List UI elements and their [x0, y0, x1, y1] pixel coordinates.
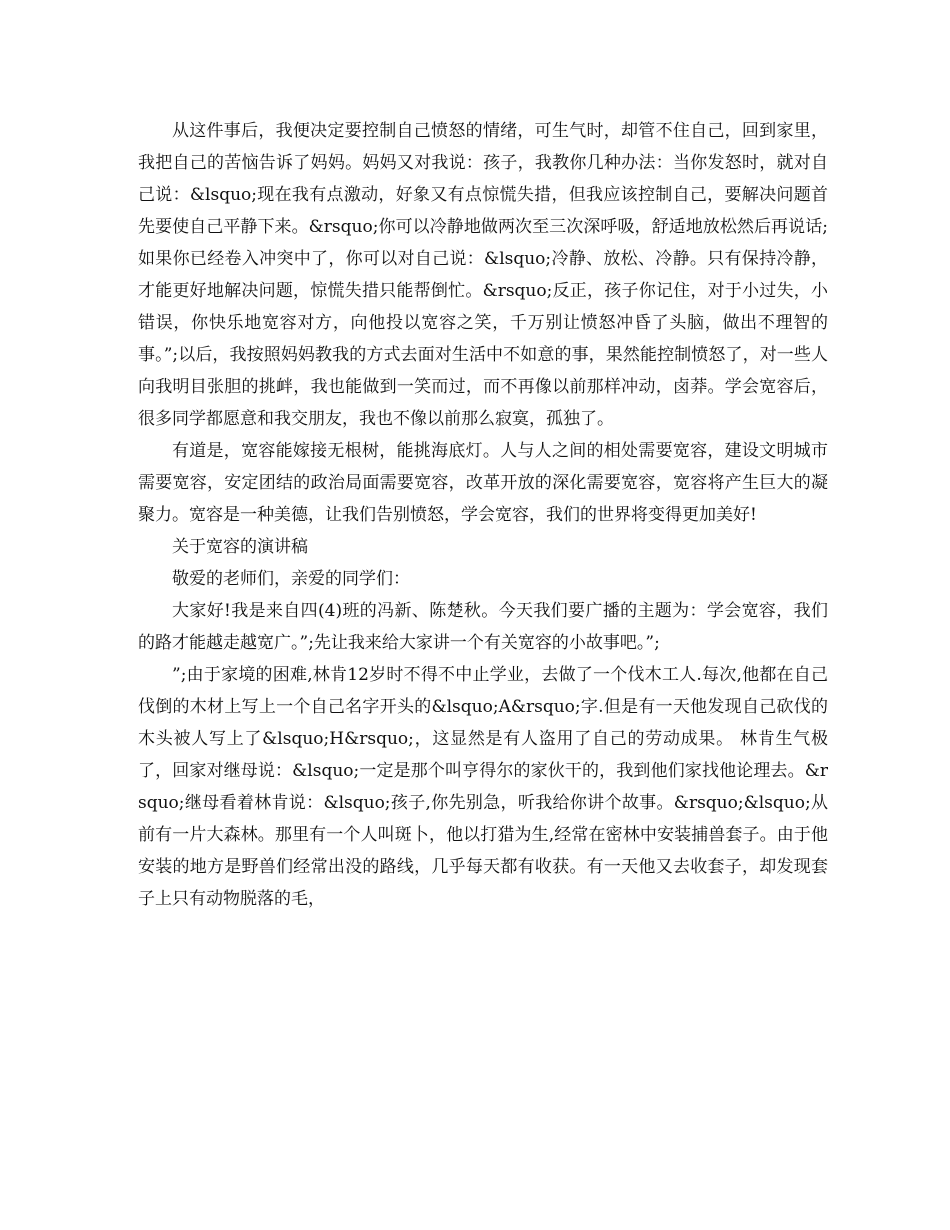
speech-salutation: 敬爱的老师们，亲爱的同学们：	[172, 569, 410, 589]
paragraph-self-control: 从这件事后，我便决定要控制自己愤怒的情绪，可生气时，却管不住自己，回到家里，我把自己的苦恼告诉了妈妈。妈妈又对我说：孩子，我教你几种办法：当你发怒时，就对自己说：&lsquo;现在我有点激动，好象又有点惊慌失措，但我应该控制自己，要解决问题首先要使自己平静下来。&rsquo;你可以冷静地做两次至三次深呼吸，舒适地放松然后再说话;如果你已经卷入冲突中了，你可以对自己说：&lsquo;冷静、放松、冷静。只有保持冷静，才能更好地解决问题，惊慌失措只能帮倒忙。&rsquo;反正，孩子你记住，对于小过失，小错误，你快乐地宽容对方，向他投以宽容之笑，千万别让愤怒冲昏了头脑，做出不理智的事。”;以后，我按照妈妈教我的方式去面对生活中不如意的事，果然能控制愤怒了，对一些人向我明目张胆的挑衅，我也能做到一笑而过，而不再像以前那样冲动，卤莽。学会宽容后，很多同学都愿意和我交朋友，我也不像以前那么寂寞，孤独了。	[138, 121, 828, 429]
paragraph-tolerance-virtue: 有道是，宽容能嫁接无根树，能挑海底灯。人与人之间的相处需要宽容，建设文明城市需要宽容，安定团结的政治局面需要宽容，改革开放的深化需要宽容，宽容将产生巨大的凝聚力。宽容是一种美德，让我们告别愤怒，学会宽容，我们的世界将变得更加美好!	[138, 441, 828, 525]
document-body	[138, 115, 828, 915]
speech-title: 关于宽容的演讲稿	[172, 537, 308, 557]
paragraph-speech-intro: 大家好!我是来自四(4)班的冯新、陈楚秋。今天我们要广播的主题为：学会宽容，我们的路才能越走越宽广。”;先让我来给大家讲一个有关宽容的小故事吧。”;	[138, 601, 828, 653]
paragraph-lincoln-story: ”;由于家境的困难,林肯12岁时不得不中止学业，去做了一个伐木工人.每次,他都在自己伐倒的木材上写上一个自己名字开头的&lsquo;A&rsquo;字.但是有一天他发现自己砍伐的木头被人写上了&lsquo;H&rsquo;，这显然是有人盗用了自己的劳动成果。 林肯生气极了，回家对继母说：&lsquo;一定是那个叫亨得尔的家伙干的，我到他们家找他论理去。&rsquo;继母看着林肯说：&lsquo;孩子,你先别急，听我给你讲个故事。&rsquo;&lsquo;从前有一片大森林。那里有一个人叫斑卜，他以打猎为生,经常在密林中安装捕兽套子。由于他安装的地方是野兽们经常出没的路线，几乎每天都有收获。有一天他又去收套子，却发现套子上只有动物脱落的毛，	[138, 665, 828, 909]
